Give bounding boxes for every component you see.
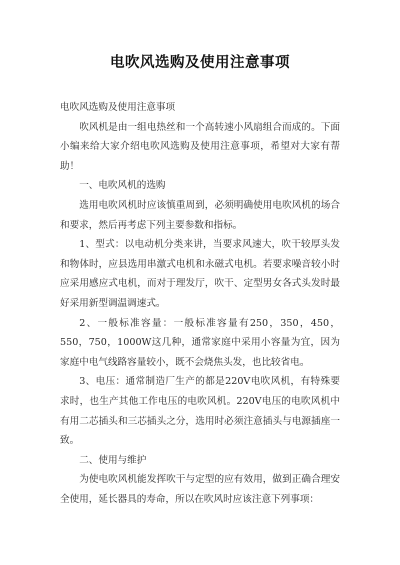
paragraph: 电吹风选购及使用注意事项: [60, 102, 176, 113]
paragraph: 2、一般标准容量：一般标准容量有250，350，450，550，750，1000W这几种，通常家庭中采用小容量为宜，因为家庭中电气线路容量较小，既不会烧焦头发，也比较省电。: [60, 317, 340, 368]
paragraph: 为使电吹风机能发挥吹干与定型的应有效用，做到正确合理安全使用，延长器具的寿命，所以在吹风时应该注意下列事项：: [60, 474, 340, 505]
paragraph: 吹风机是由一组电热丝和一个高转速小风扇组合而成的。下面小编来给大家介绍电吹风选购及使用注意事项，希望对大家有帮助！: [60, 121, 340, 172]
document-title: 电吹风选购及使用注意事项: [110, 55, 290, 71]
section-heading: 一、电吹风机的选购: [79, 180, 166, 192]
paragraph: 3、电压：通常制造厂生产的都是220V电吹风机，有特殊要求时，也生产其他工作电压的电吹风机。220V电压的电吹风机中有用二芯插头和三芯插头之分，选用时必须注意插头与电源插座一致。: [60, 376, 340, 447]
section-heading: 二、使用与维护: [79, 454, 147, 466]
paragraph: 1、型式：以电动机分类来讲，当要求风速大，吹干较厚头发和物体时，应县选用串激式电机和永磁式电机。若要求噪音较小时应采用感应式电机，而对于理发厅，吹干、定型男女各式头发时最好采用新型调温调速式。: [60, 239, 340, 309]
paragraph: 选用电吹风机时应该慎重周到，必须明确使用电吹风机的场合和要求，然后再考虑下列主要参数和指标。: [60, 199, 340, 231]
document-body: [60, 98, 340, 509]
